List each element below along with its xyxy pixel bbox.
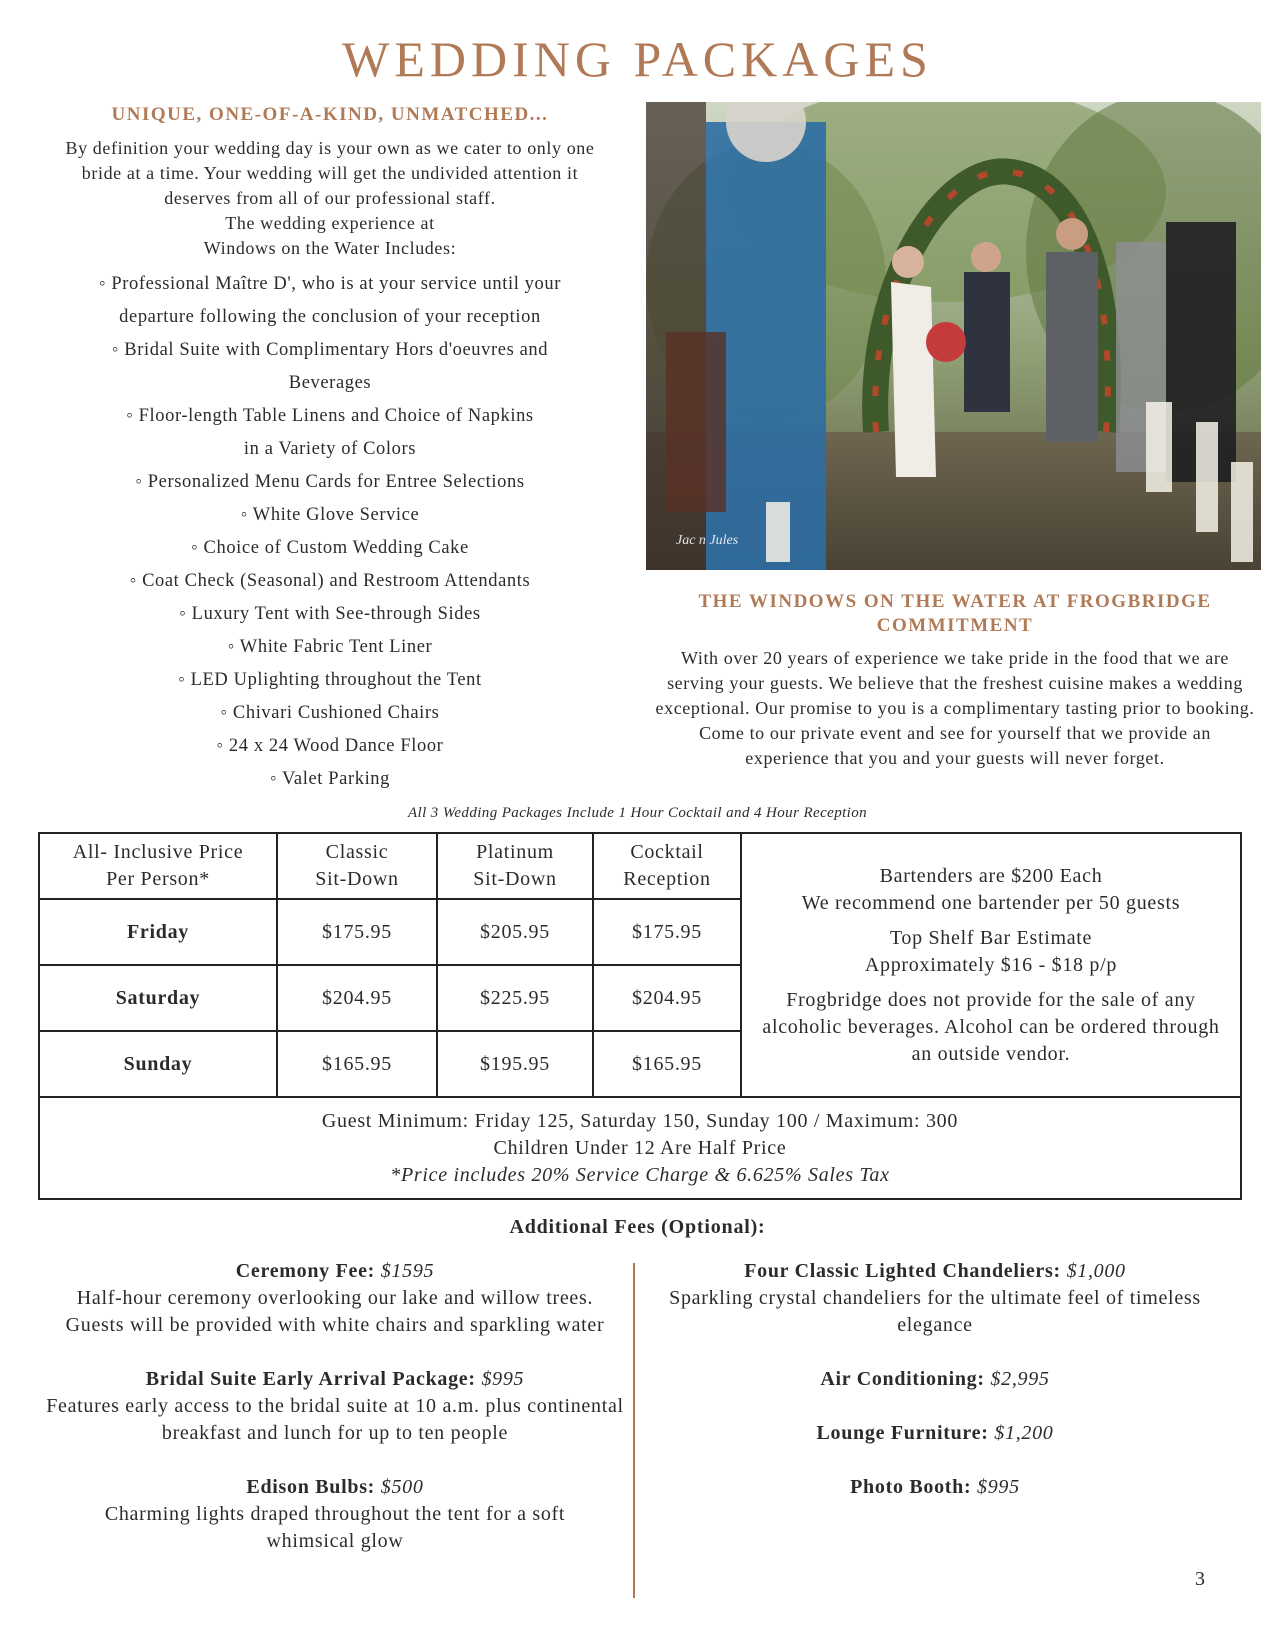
fee-name: Bridal Suite Early Arrival Package:	[145, 1368, 476, 1390]
fee-item	[45, 1258, 625, 1339]
guest-minimum: Guest Minimum: Friday 125, Saturday 150, Sunday 100 / Maximum: 300	[321, 1109, 959, 1132]
fee-price: $995	[977, 1476, 1020, 1498]
list-item: ◦ Floor-length Table Linens and Choice of Napkins in a Variety of Colors	[126, 406, 534, 459]
price-cell: $205.95	[437, 899, 593, 965]
fee-desc: Half-hour ceremony overlooking our lake and willow trees. Guests will be provided with white chairs and sparkling water	[65, 1287, 605, 1336]
intro-heading: UNIQUE, ONE-OF-A-KIND, UNMATCHED...	[111, 104, 549, 125]
day-cell: Saturday	[39, 965, 277, 1031]
includes-line-2: Windows on the Water Includes:	[203, 238, 457, 258]
fee-item	[650, 1258, 1220, 1339]
list-item: ◦ 24 x 24 Wood Dance Floor	[216, 736, 444, 756]
fees-right-column	[650, 1258, 1220, 1528]
price-cell: $225.95	[437, 965, 593, 1031]
list-item: ◦ White Fabric Tent Liner	[227, 637, 433, 657]
page-title: WEDDING PACKAGES	[342, 31, 933, 87]
fee-name: Air Conditioning:	[820, 1368, 985, 1390]
fee-item	[650, 1366, 1220, 1393]
list-item: ◦ White Glove Service	[240, 505, 420, 525]
fee-item	[650, 1420, 1220, 1447]
list-item: ◦ Bridal Suite with Complimentary Hors d'oeuvres and Beverages	[111, 340, 549, 393]
fee-price: $1,000	[1066, 1260, 1126, 1282]
price-cell: $165.95	[277, 1031, 437, 1097]
pricing-table	[38, 832, 1242, 1200]
list-item: ◦ LED Uplighting throughout the Tent	[178, 670, 482, 690]
list-item: ◦ Luxury Tent with See-through Sides	[179, 604, 481, 624]
intro-paragraph: By definition your wedding day is your own as we cater to only one bride at a time. Your wedding will get the undivided attention it deserves from all of our professional staff.	[65, 138, 595, 208]
fee-name: Four Classic Lighted Chandeliers:	[744, 1260, 1061, 1282]
table-footer-row	[39, 1097, 1241, 1199]
header-classic: Classic Sit-Down	[277, 833, 437, 899]
children-note: Children Under 12 Are Half Price	[493, 1136, 787, 1159]
photo-credit: Jac n Jules	[676, 533, 739, 548]
commitment-body: With over 20 years of experience we take pride in the food that we are serving your guests. We believe that the freshest cuisine makes a wedding exceptional. Our promise to you is a complimentary tasting prior to booking. Come to our private event and see for yourself that we provide an experience that you and your guests will never forget.	[655, 648, 1255, 768]
includes-line-1: The wedding experience at	[225, 213, 435, 233]
fee-item	[45, 1474, 625, 1555]
price-cell: $175.95	[593, 899, 741, 965]
list-item: ◦ Choice of Custom Wedding Cake	[191, 538, 469, 558]
list-item: ◦ Professional Maître D', who is at your service until your departure following the conclusion of your reception	[99, 274, 561, 327]
day-cell: Sunday	[39, 1031, 277, 1097]
list-item: ◦ Personalized Menu Cards for Entree Selections	[135, 472, 525, 492]
fee-name: Lounge Furniture:	[816, 1422, 989, 1444]
list-item: ◦ Chivari Cushioned Chairs	[220, 703, 440, 723]
header-platinum: Platinum Sit-Down	[437, 833, 593, 899]
column-divider	[633, 1263, 635, 1598]
fee-desc: Charming lights draped throughout the tent for a soft whimsical glow	[104, 1503, 566, 1552]
price-cell: $204.95	[593, 965, 741, 1031]
fee-name: Photo Booth:	[850, 1476, 972, 1498]
bar-line-3: Top Shelf Bar Estimate	[889, 926, 1093, 949]
list-item: ◦ Coat Check (Seasonal) and Restroom Attendants	[129, 571, 531, 591]
additional-fees-title: Additional Fees (Optional):	[509, 1216, 766, 1238]
price-cell: $195.95	[437, 1031, 593, 1097]
header-price-per-person: All- Inclusive Price Per Person*	[39, 833, 277, 899]
day-cell: Friday	[39, 899, 277, 965]
fee-price: $1,200	[994, 1422, 1054, 1444]
bar-line-1: Bartenders are $200 Each	[879, 864, 1103, 887]
fee-item	[650, 1474, 1220, 1501]
fee-price: $2,995	[990, 1368, 1050, 1390]
fee-price: $500	[380, 1476, 424, 1498]
fee-desc: Features early access to the bridal suite at 10 a.m. plus continental breakfast and lunch for up to ten people	[46, 1395, 624, 1444]
header-cocktail: Cocktail Reception	[593, 833, 741, 899]
bar-line-2: We recommend one bartender per 50 guests	[801, 891, 1181, 914]
fee-name: Edison Bulbs:	[246, 1476, 376, 1498]
fee-item	[45, 1366, 625, 1447]
fee-price: $1595	[380, 1260, 435, 1282]
page-number: 3	[1195, 1568, 1205, 1590]
price-cell: $165.95	[593, 1031, 741, 1097]
intro-text	[40, 136, 620, 261]
bar-info	[741, 833, 1241, 1097]
fee-desc: Sparkling crystal chandeliers for the ultimate feel of timeless elegance	[669, 1287, 1201, 1336]
bar-line-4: Approximately $16 - $18 p/p	[864, 953, 1118, 976]
packages-note: All 3 Wedding Packages Include 1 Hour Cocktail and 4 Hour Reception	[407, 805, 868, 821]
list-item: ◦ Valet Parking	[269, 769, 391, 789]
fees-left-column	[45, 1258, 625, 1582]
price-includes-note: *Price includes 20% Service Charge & 6.625% Sales Tax	[390, 1163, 890, 1186]
bar-line-5: Frogbridge does not provide for the sale of any alcoholic beverages. Alcohol can be ordered through an outside vendor.	[762, 988, 1220, 1065]
includes-list	[40, 268, 620, 796]
commitment-heading: THE WINDOWS ON THE WATER AT FROGBRIDGE COMMITMENT	[698, 591, 1212, 636]
guest-info	[39, 1097, 1241, 1199]
price-cell: $175.95	[277, 899, 437, 965]
fee-name: Ceremony Fee:	[235, 1260, 376, 1282]
price-cell: $204.95	[277, 965, 437, 1031]
fee-price: $995	[481, 1368, 525, 1390]
ceremony-photo	[646, 102, 1261, 570]
table-header-row	[39, 833, 1241, 899]
